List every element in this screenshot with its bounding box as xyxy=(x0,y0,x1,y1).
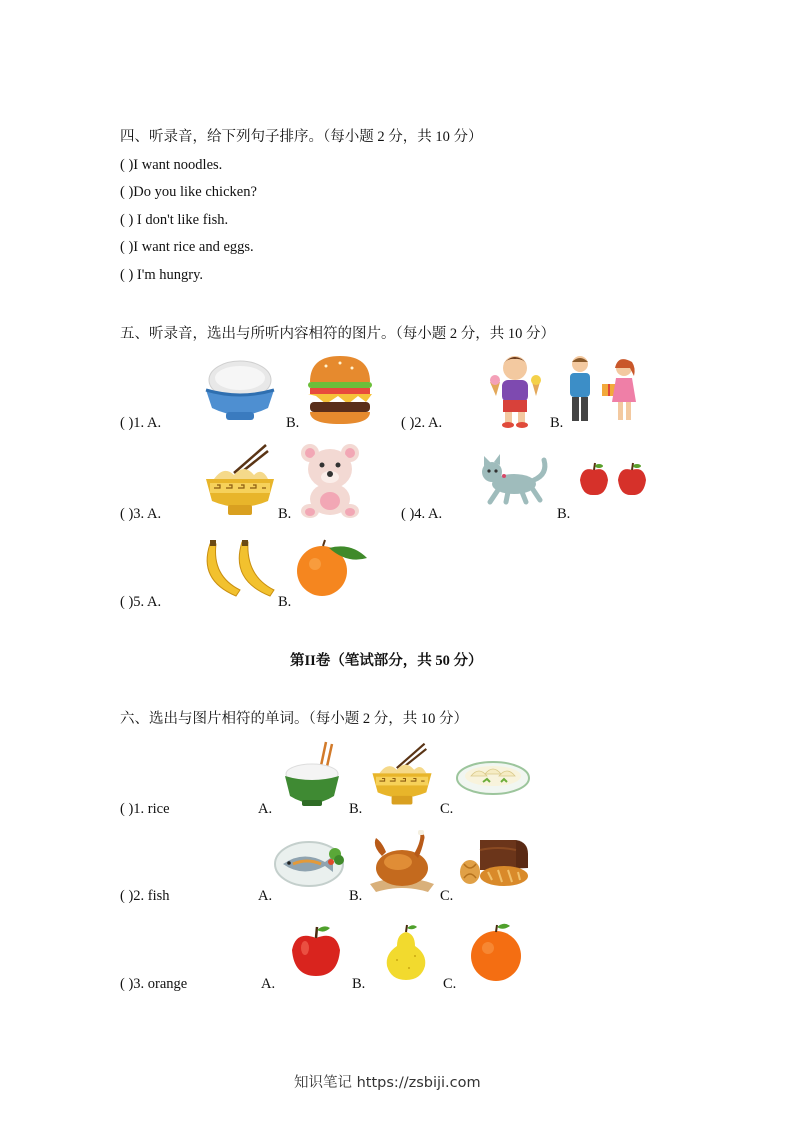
sentence-item: ( ) I'm hungry. xyxy=(120,267,204,283)
option-c-label: C. xyxy=(440,801,454,817)
question-label: ( )1. A. xyxy=(120,415,162,431)
option-b-label: B. xyxy=(349,801,363,817)
question-label: ( )2. A. xyxy=(401,415,443,431)
fish-plate-icon xyxy=(273,836,349,888)
option-b-label: B. xyxy=(550,415,564,431)
rice-bowl-icon xyxy=(282,740,342,810)
footer-watermark: 知识笔记 https://zsbiji.com xyxy=(294,1075,481,1091)
question-label: ( )3. A. xyxy=(120,506,162,522)
question-label: ( )2. fish xyxy=(120,888,170,904)
question-label: ( )5. A. xyxy=(120,594,162,610)
option-b-label: B. xyxy=(349,888,363,904)
option-c-label: C. xyxy=(443,976,457,992)
noodles-bowl-icon xyxy=(370,742,434,808)
apples-icon xyxy=(578,462,648,498)
noodles-bowl-icon xyxy=(204,443,276,519)
orange-icon xyxy=(468,922,524,982)
option-a-label: A. xyxy=(261,976,276,992)
rice-bowl-icon xyxy=(204,360,276,422)
question-label: ( )3. orange xyxy=(120,976,188,992)
section6-heading: 六、选出与图片相符的单词。（每小题 2 分，共 10 分） xyxy=(120,711,468,727)
dumplings-plate-icon xyxy=(455,756,531,796)
bread-icon xyxy=(458,838,530,890)
orange-icon xyxy=(295,540,369,598)
option-b-label: B. xyxy=(278,506,292,522)
pear-icon xyxy=(381,924,431,982)
cat-icon xyxy=(478,456,550,504)
sentence-item: ( )I want rice and eggs. xyxy=(120,239,254,255)
question-label: ( )4. A. xyxy=(401,506,443,522)
question-label: ( )1. rice xyxy=(120,801,170,817)
option-b-label: B. xyxy=(286,415,300,431)
sentence-item: ( )Do you like chicken? xyxy=(120,184,257,200)
sentence-item: ( )I want noodles. xyxy=(120,157,223,173)
section4-heading: 四、听录音，给下列句子排序。（每小题 2 分，共 10 分） xyxy=(120,129,483,145)
bananas-icon xyxy=(200,540,280,602)
roast-chicken-icon xyxy=(368,832,436,894)
boy-with-ice-cream-icon xyxy=(486,352,544,428)
apple-icon xyxy=(290,924,342,980)
option-c-label: C. xyxy=(440,888,454,904)
sentence-item: ( ) I don't like fish. xyxy=(120,212,229,228)
option-b-label: B. xyxy=(352,976,366,992)
option-a-label: A. xyxy=(258,801,273,817)
option-b-label: B. xyxy=(557,506,571,522)
option-a-label: A. xyxy=(258,888,273,904)
option-b-label: B. xyxy=(278,594,292,610)
section5-heading: 五、听录音，选出与所听内容相符的图片。（每小题 2 分，共 10 分） xyxy=(120,326,555,342)
part2-title: 第II卷（笔试部分，共 50 分） xyxy=(290,653,483,669)
teddy-bear-icon xyxy=(298,441,362,519)
hamburger-icon xyxy=(306,354,374,426)
people-with-gift-icon xyxy=(562,354,642,426)
